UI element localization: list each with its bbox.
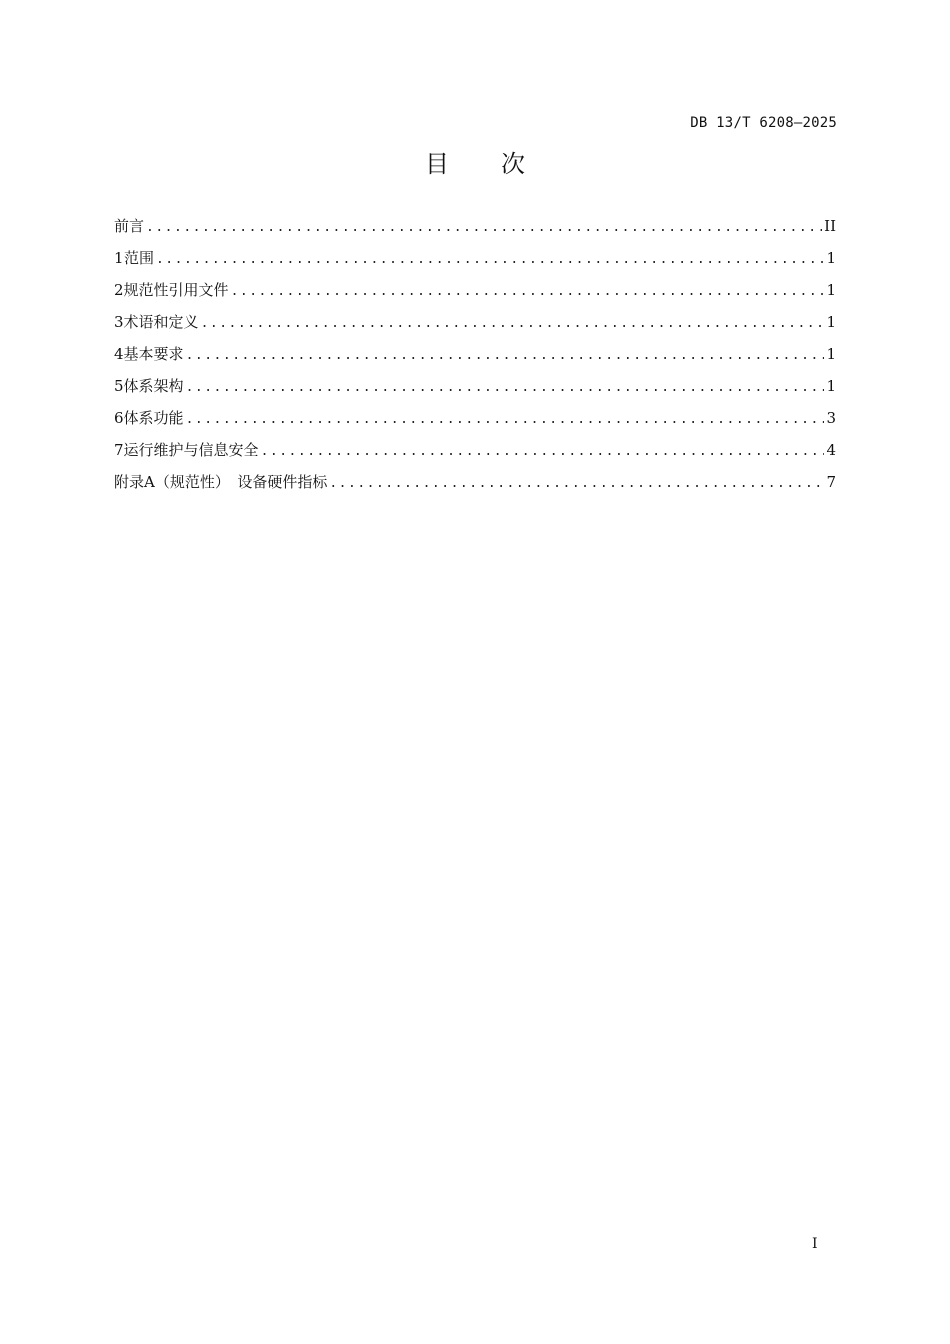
toc-entry-page: 4 <box>826 441 836 459</box>
toc-leader-dots <box>201 313 825 335</box>
toc-entry-basic-requirements[interactable] <box>114 343 836 375</box>
toc-entry-number: 4 <box>114 345 124 363</box>
toc-leader-dots <box>186 345 825 367</box>
page-number: I <box>812 1236 818 1252</box>
page-title <box>0 144 950 179</box>
table-of-contents <box>114 215 836 503</box>
toc-entry-number: 2 <box>114 281 124 299</box>
toc-entry-page: 1 <box>826 345 836 363</box>
toc-leader-dots <box>231 281 825 303</box>
page-title-char-2: 次 <box>501 150 525 178</box>
toc-leader-dots <box>186 377 825 399</box>
toc-entry-page: II <box>824 217 836 235</box>
toc-entry-number: 7 <box>114 441 124 459</box>
toc-entry-label: 附录A（规范性） 设备硬件指标 <box>114 473 328 491</box>
toc-entry-operation-security[interactable] <box>114 439 836 471</box>
toc-leader-dots <box>186 409 825 431</box>
toc-entry-label: 规范性引用文件 <box>123 281 229 299</box>
toc-entry-label: 范围 <box>123 249 154 267</box>
toc-entry-foreword[interactable] <box>114 215 836 247</box>
toc-entry-label: 运行维护与信息安全 <box>123 441 259 459</box>
toc-entry-page: 1 <box>826 249 836 267</box>
toc-leader-dots <box>146 217 822 239</box>
toc-entry-label: 体系功能 <box>123 409 184 427</box>
toc-entry-architecture[interactable] <box>114 375 836 407</box>
toc-entry-number: 6 <box>114 409 124 427</box>
toc-entry-page: 1 <box>826 313 836 331</box>
toc-entry-scope[interactable] <box>114 247 836 279</box>
toc-entry-page: 3 <box>826 409 836 427</box>
toc-entry-number: 1 <box>114 249 124 267</box>
toc-entry-number: 5 <box>114 377 124 395</box>
toc-entry-page: 1 <box>826 377 836 395</box>
toc-entry-normative-references[interactable] <box>114 279 836 311</box>
toc-leader-dots <box>329 473 824 495</box>
toc-entry-page: 7 <box>826 473 836 491</box>
toc-entry-label: 术语和定义 <box>123 313 199 331</box>
toc-entry-terms-definitions[interactable] <box>114 311 836 343</box>
toc-entry-label: 体系架构 <box>123 377 184 395</box>
toc-entry-label: 基本要求 <box>123 345 184 363</box>
toc-entry-page: 1 <box>826 281 836 299</box>
toc-entry-functions[interactable] <box>114 407 836 439</box>
toc-leader-dots <box>156 249 824 271</box>
toc-leader-dots <box>261 441 825 463</box>
document-code: DB 13/T 6208—2025 <box>690 115 837 131</box>
page-title-char-1: 目 <box>425 150 449 178</box>
toc-entry-appendix-a[interactable] <box>114 471 836 503</box>
toc-entry-number: 3 <box>114 313 124 331</box>
toc-entry-label: 前言 <box>114 217 145 235</box>
